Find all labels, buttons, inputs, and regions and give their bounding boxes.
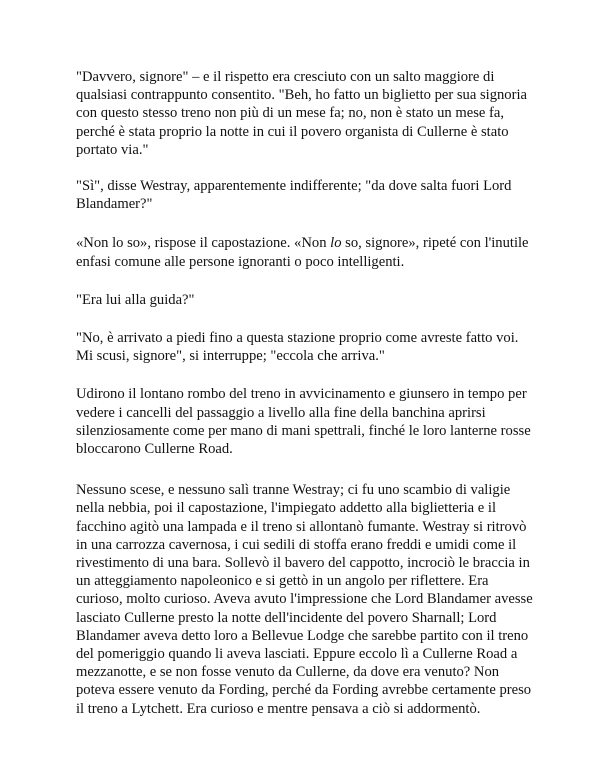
document-page: [76, 68, 536, 736]
paragraph: Nessuno scese, e nessuno salì tranne Westray; ci fu uno scambio di valigie nella nebbia, poi il capostazione, l'impiegato addetto alla biglietteria e il facchino agitò una lampada e il treno si allontanò fumante. Westray si ritrovò in una carrozza cavernosa, i cui sedili di stoffa erano freddi e umidi come il rivestimento di una bara. Sollevò il bavero del cappotto, incrociò le braccia in un atteggiamento napoleonico e si gettò in un angolo per riflettere. Era curioso, molto curioso. Aveva avuto l'impressione che Lord Blandamer avesse lasciato Cullerne presto la notte dell'incidente del povero Sharnall; Lord Blandamer aveva detto loro a Bellevue Lodge che sarebbe partito con il treno del pomeriggio quando li aveva lasciati. Eppure eccolo lì a Cullerne Road a mezzanotte, e se non fosse venuto da Cullerne, da dove era venuto? Non poteva essere venuto da Fording, perché da Fording avrebbe certamente preso il treno a Lytchett. Era curioso e mentre pensava a ciò si addormentò.: [76, 482, 533, 717]
paragraph: "Davvero, signore" – e il rispetto era cresciuto con un salto maggiore di qualsiasi contrappunto consentito. "Beh, ho fatto un biglietto per sua signoria con questo stesso treno non più di un mese fa; no, non è stato un mese fa, perché è stata proprio la notte in cui il povero organista di Cullerne è stato portato via.": [76, 69, 527, 158]
paragraph: "No, è arrivato a piedi fino a questa stazione proprio come avreste fatto voi. Mi scusi, signore", si interruppe; "eccola che arriva.": [76, 330, 519, 365]
paragraph: Udirono il lontano rombo del treno in avvicinamento e giunsero in tempo per vedere i cancelli del passaggio a livello alla fine della banchina aprirsi silenziosamente come per mano di mani spettrali, finché le loro lanterne rosse bloccarono Cullerne Road.: [76, 386, 531, 458]
paragraph: «Non lo so», rispose il capostazione. «Non lo so, signore», ripeté con l'inutile enfasi comune alle persone ignoranti o poco intelligenti.: [76, 235, 529, 270]
paragraph: "Sì", disse Westray, apparentemente indifferente; "da dove salta fuori Lord Blandamer?": [76, 178, 512, 213]
paragraph: "Era lui alla guida?": [76, 291, 195, 308]
